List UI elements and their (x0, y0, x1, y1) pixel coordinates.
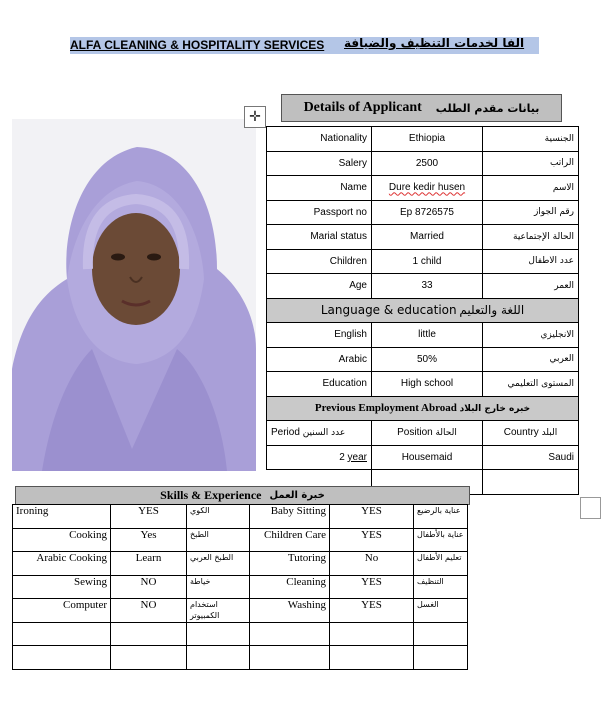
field-label-ar: المستوى التعليمي (483, 372, 579, 397)
skill-name-ar: الطبخ (187, 528, 250, 552)
field-value[interactable]: Ep 8726575 (372, 200, 483, 225)
skill-name-ar: تعليم الأطفال (414, 552, 468, 576)
field-label: Education (267, 372, 372, 397)
empty-cell[interactable] (483, 470, 579, 495)
skill-value[interactable]: YES (111, 505, 187, 529)
skill-name: Tutoring (250, 552, 330, 576)
details-title-ar: بيانات مقدم الطلب (435, 101, 540, 115)
language-section-header (267, 298, 579, 323)
skill-name: Cooking (13, 528, 111, 552)
field-label: Passport no (267, 200, 372, 225)
skill-name-ar: عناية بالأطفال (414, 528, 468, 552)
period-label-ar: عدد السنين (302, 428, 346, 439)
language-heading (267, 298, 579, 323)
skill-value[interactable]: NO (111, 575, 187, 599)
skill-name-ar: عناية بالرضيع (414, 505, 468, 529)
country-column-header (483, 421, 579, 446)
skill-name: Children Care (250, 528, 330, 552)
move-arrows-icon[interactable]: ✛ (244, 106, 266, 128)
country-label-ar: البلد (541, 428, 558, 439)
field-label-ar: العربي (483, 347, 579, 372)
empty-cell[interactable] (330, 622, 414, 646)
employment-heading-en: Previous Employment Abroad (314, 402, 457, 415)
language-heading-en: Language & education (320, 303, 457, 318)
empty-cell[interactable] (187, 622, 250, 646)
skill-name: Sewing (13, 575, 111, 599)
skill-name: Baby Sitting (250, 505, 330, 529)
table-row (13, 528, 468, 552)
skill-name-ar: الغسل (414, 599, 468, 623)
field-label: Nationality (267, 127, 372, 152)
field-value[interactable]: little (372, 323, 483, 348)
field-value[interactable]: Married (372, 225, 483, 250)
skill-value[interactable]: NO (111, 599, 187, 623)
empty-cell[interactable] (111, 646, 187, 670)
skill-name: Cleaning (250, 575, 330, 599)
resize-box-icon[interactable] (580, 497, 601, 519)
table-row (13, 552, 468, 576)
field-value[interactable]: 33 (372, 274, 483, 299)
position-column-header (372, 421, 483, 446)
field-label: Salery (267, 151, 372, 176)
skill-value[interactable]: YES (330, 599, 414, 623)
period-column-header (267, 421, 372, 446)
period-number: 2 (339, 451, 345, 463)
field-label-ar: رقم الجواز (483, 200, 579, 225)
empty-cell[interactable] (13, 646, 111, 670)
field-label-ar: الانجليزي (483, 323, 579, 348)
field-label-ar: الراتب (483, 151, 579, 176)
table-row (267, 347, 579, 372)
empty-row (13, 646, 468, 670)
empty-row (13, 622, 468, 646)
details-title-box (281, 94, 562, 122)
skill-name-ar: خياطة (187, 575, 250, 599)
empty-cell[interactable] (250, 646, 330, 670)
applicant-photo[interactable] (12, 119, 256, 471)
table-row (267, 274, 579, 299)
skill-name-ar: الطبخ العربي (187, 552, 250, 576)
skills-table (12, 504, 468, 670)
skills-heading-en: Skills & Experience (160, 488, 262, 502)
employment-section-header (267, 396, 579, 421)
field-label-ar: عدد الاطفال (483, 249, 579, 274)
table-row (267, 372, 579, 397)
company-name-ar: الفا لخدمات التنظيف والضيافة (344, 36, 525, 50)
field-label-ar: الحالة الإجتماعية (483, 225, 579, 250)
field-value[interactable] (372, 176, 483, 201)
period-label: Period (271, 427, 300, 439)
employment-row (267, 445, 579, 470)
skill-value[interactable]: YES (330, 505, 414, 529)
skill-name: Washing (250, 599, 330, 623)
skill-name: Computer (13, 599, 111, 623)
field-label: Marial status (267, 225, 372, 250)
table-row (267, 176, 579, 201)
skills-heading-box (15, 486, 470, 505)
table-row (267, 200, 579, 225)
country-value[interactable]: Saudi (483, 445, 579, 470)
position-label-ar: الحالة (435, 428, 457, 439)
table-row (267, 249, 579, 274)
field-label: Name (267, 176, 372, 201)
employment-heading-ar: خبره خارج البلاد (459, 404, 531, 415)
table-row (267, 151, 579, 176)
position-label: Position (397, 427, 433, 439)
table-row (267, 225, 579, 250)
period-value[interactable] (267, 445, 372, 470)
field-label-ar: العمر (483, 274, 579, 299)
skill-value[interactable]: Learn (111, 552, 187, 576)
position-value[interactable]: Housemaid (372, 445, 483, 470)
company-name-en: ALFA CLEANING & HOSPITALITY SERVICES (70, 38, 325, 52)
empty-cell[interactable] (13, 622, 111, 646)
field-value[interactable]: 2500 (372, 151, 483, 176)
employment-columns-row (267, 421, 579, 446)
field-value[interactable]: Ethiopia (372, 127, 483, 152)
employment-heading (267, 396, 579, 421)
field-label: English (267, 323, 372, 348)
empty-cell[interactable] (330, 646, 414, 670)
applicant-photo-image (12, 119, 256, 471)
skill-name: Ironing (13, 505, 111, 529)
field-label: Children (267, 249, 372, 274)
table-row (13, 505, 468, 529)
table-row (13, 599, 468, 623)
period-unit: year (347, 451, 367, 463)
language-heading-ar: اللغة والتعليم (459, 303, 525, 318)
skill-name: Arabic Cooking (13, 552, 111, 576)
skill-name-ar: الكوي (187, 505, 250, 529)
field-value[interactable]: 1 child (372, 249, 483, 274)
name-value: Dure kedir husen (388, 182, 466, 194)
skill-value[interactable]: YES (330, 528, 414, 552)
field-value[interactable]: High school (372, 372, 483, 397)
field-label-ar: الاسم (483, 176, 579, 201)
table-row (267, 127, 579, 152)
skill-name-ar: التنظيف (414, 575, 468, 599)
field-value[interactable]: 50% (372, 347, 483, 372)
empty-cell[interactable] (187, 646, 250, 670)
skill-value[interactable]: No (330, 552, 414, 576)
empty-cell[interactable] (111, 622, 187, 646)
skill-name-ar: استخدام الكمبيوتر (187, 599, 250, 623)
field-label: Age (267, 274, 372, 299)
empty-cell[interactable] (414, 646, 468, 670)
field-label: Arabic (267, 347, 372, 372)
empty-cell[interactable] (250, 622, 330, 646)
skills-heading-ar: خبرة العمل (269, 490, 325, 501)
applicant-table (266, 126, 579, 495)
details-title-en: Details of Applicant (303, 100, 422, 115)
skill-value[interactable]: YES (330, 575, 414, 599)
empty-cell[interactable] (414, 622, 468, 646)
country-label: Country (503, 427, 539, 439)
table-row (13, 575, 468, 599)
table-row (267, 323, 579, 348)
field-label-ar: الجنسية (483, 127, 579, 152)
skill-value[interactable]: Yes (111, 528, 187, 552)
